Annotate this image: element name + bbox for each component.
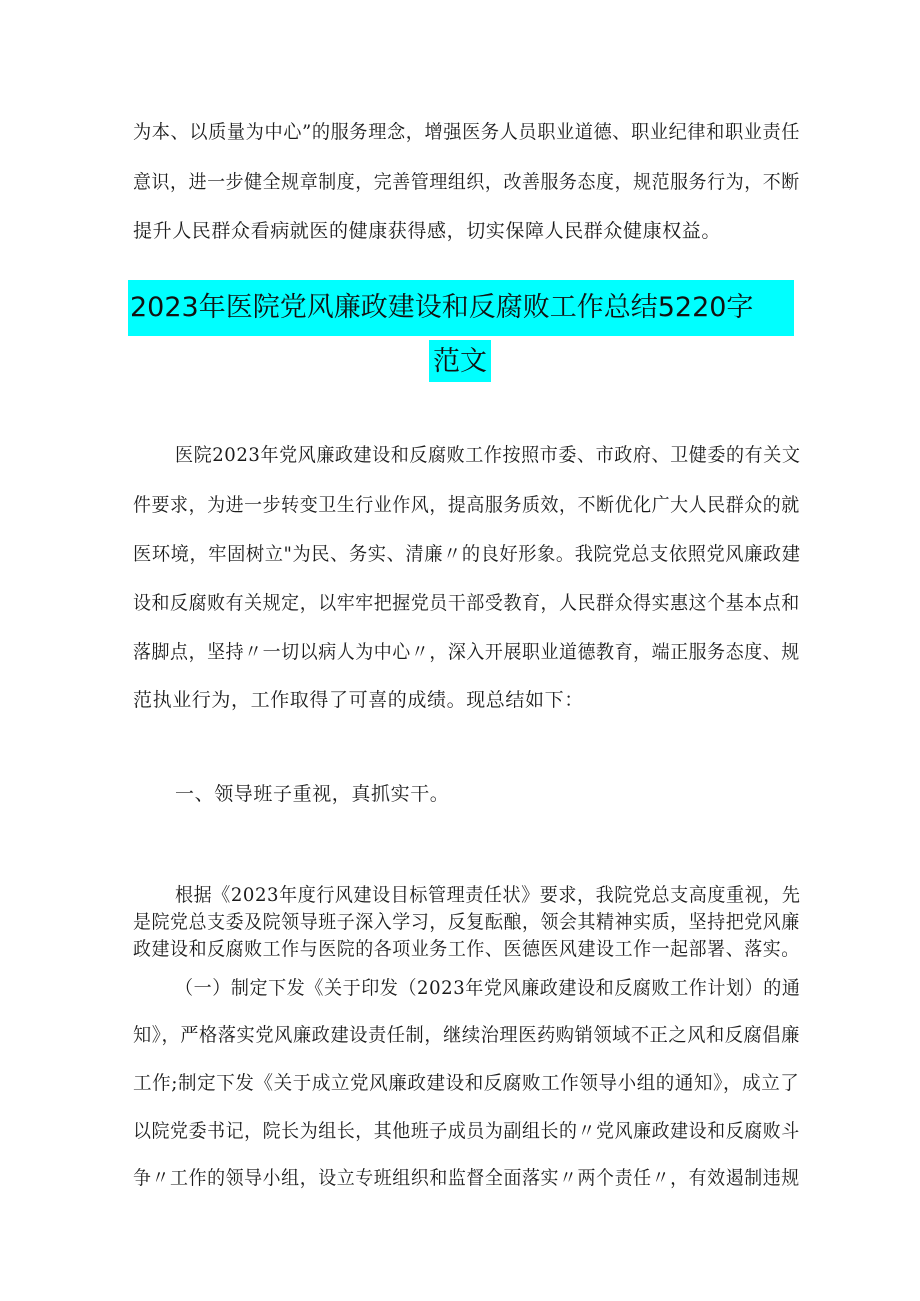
para2-line-3: 政建设和反腐败工作与医院的各项业务工作、医德医风建设工作一起部署、落实。 — [133, 938, 800, 960]
para2-line-2: 是院党总支委及院领导班子深入学习，反复酝酿，领会其精神实质，坚持把党风廉 — [133, 911, 800, 933]
para3-line-2: 知》，严格落实党风廉政建设责任制，继续治理医药购销领域不正之风和反腐倡廉 — [133, 1024, 800, 1046]
para2-line-1: 根据《2023年度行风建设目标管理责任状》要求，我院党总支高度重视，先 — [175, 884, 801, 906]
intro-line-1: 为本、以质量为中心”的服务理念，增强医务人员职业道德、职业纪律和职业责任 — [133, 121, 801, 143]
para1-line-2: 件要求，为进一步转变卫生行业作风，提高服务质效，不断优化广大人民群众的就 — [133, 494, 800, 516]
para3-line-4: 以院党委书记，院长为组长，其他班子成员为副组长的〃党风廉政建设和反腐败斗 — [133, 1120, 800, 1142]
document-title-line2: 范文 — [433, 346, 487, 377]
para1-line-1: 医院2023年党风廉政建设和反腐败工作按照市委、市政府、卫健委的有关文 — [175, 444, 801, 466]
intro-line-3: 提升人民群众看病就医的健康获得感，切实保障人民群众健康权益。 — [133, 220, 722, 242]
para3-line-1: （一）制定下发《关于印发（2023年党风廉政建设和反腐败工作计划）的通 — [175, 977, 801, 999]
section1-heading: 一、领导班子重视，真抓实干。 — [175, 783, 450, 805]
para3-line-5: 争〃工作的领导小组，设立专班组织和监督全面落实〃两个责任〃，有效遏制违规 — [133, 1167, 800, 1189]
para1-line-3: 医环境，牢固树立"为民、务实、清廉〃的良好形象。我院党总支依照党风廉政建 — [133, 543, 801, 565]
para1-line-5: 落脚点，坚持〃一切以病人为中心〃，深入开展职业道德教育，端正服务态度、规 — [133, 641, 800, 663]
intro-line-2: 意识，进一步健全规章制度，完善管理组织，改善服务态度，规范服务行为，不断 — [133, 171, 800, 193]
para3-line-3: 工作;制定下发《关于成立党风廉政建设和反腐败工作领导小组的通知》，成立了 — [133, 1072, 800, 1094]
para1-line-6: 范执业行为，工作取得了可喜的成绩。现总结如下： — [133, 689, 584, 711]
document-title: 2023年医院党风廉政建设和反腐败工作总结5220字 — [130, 292, 754, 323]
para1-line-4: 设和反腐败有关规定，以牢牢把握党员干部受教育，人民群众得实惠这个基本点和 — [133, 592, 800, 614]
